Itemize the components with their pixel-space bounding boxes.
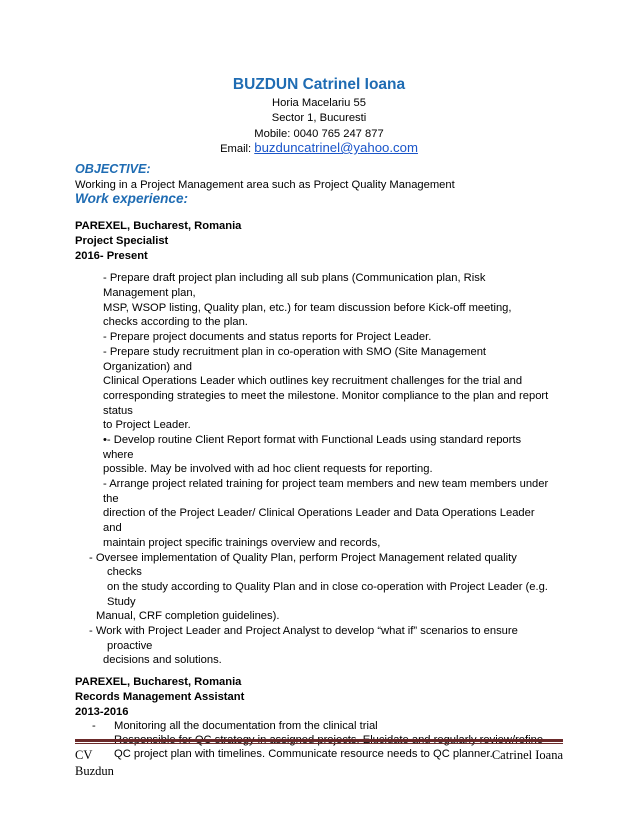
job1-line: decisions and solutions. — [103, 654, 222, 666]
job1-line: on the study according to Quality Plan and in close co-operation with Project Leader (e.g. — [107, 581, 548, 593]
candidate-name: BUZDUN Catrinel Ioana — [232, 76, 406, 93]
job1-line: •- Develop routine Client Report format with Functional Leads using standard reports — [103, 434, 522, 446]
job2-company: PAREXEL, Bucharest, Romania — [75, 676, 242, 688]
job2-item: QC project plan with timelines. Communicate resource needs to QC planner. — [114, 748, 493, 760]
job2-period: 2013-2016 — [75, 706, 129, 718]
job1-line: - Work with Project Leader and Project Analyst to develop “what if” scenarios to ensure — [89, 625, 518, 637]
objective-text: Working in a Project Management area such as Project Quality Management — [75, 179, 455, 191]
job1-line: checks according to the plan. — [103, 316, 248, 328]
job1-line: the — [103, 493, 119, 505]
job1-line: maintain project specific trainings overview and records, — [103, 537, 381, 549]
objective-heading: OBJECTIVE: — [75, 162, 151, 176]
job2-title: Records Management Assistant — [75, 691, 245, 703]
job1-period: 2016- Present — [75, 250, 148, 262]
email-line — [0, 141, 638, 156]
job1-line: status — [103, 405, 133, 417]
address-line-1: Horia Macelariu 55 — [272, 97, 366, 109]
email-link[interactable]: buzduncatrinel@yahoo.com — [254, 140, 418, 155]
email-label: Email: — [220, 143, 255, 155]
job2-bullet-dash: - — [92, 720, 96, 732]
job1-line: MSP, WSOP listing, Quality plan, etc.) for team discussion before Kick-off meeting, — [103, 302, 512, 314]
job1-line: direction of the Project Leader/ Clinical Operations Leader and Data Operations Leader — [103, 507, 535, 519]
mobile-line: Mobile: 0040 765 247 877 — [254, 128, 384, 140]
job1-line: possible. May be involved with ad hoc client requests for reporting. — [103, 463, 433, 475]
address-line-2: Sector 1, Bucuresti — [271, 112, 367, 124]
job1-line: - Prepare project documents and status reports for Project Leader. — [103, 331, 432, 343]
job1-line: to Project Leader. — [103, 419, 191, 431]
footer-left-cv: CV — [75, 748, 93, 762]
work-experience-heading: Work experience: — [75, 191, 189, 206]
job1-company: PAREXEL, Bucharest, Romania — [75, 220, 242, 232]
job1-line: - Prepare draft project plan including all sub plans (Communication plan, Risk — [103, 272, 486, 284]
job1-line: corresponding strategies to meet the milestone. Monitor compliance to the plan and report — [103, 390, 549, 402]
job1-line: where — [103, 449, 134, 461]
job1-line: proactive — [107, 640, 153, 652]
job1-line: Study — [107, 596, 136, 608]
job1-line: Manual, CRF completion guidelines). — [96, 610, 280, 622]
job1-line: - Oversee implementation of Quality Plan, perform Project Management related quality — [89, 552, 517, 564]
job1-title: Project Specialist — [75, 235, 169, 247]
job1-line: - Prepare study recruitment plan in co-operation with SMO (Site Management — [103, 346, 487, 358]
footer-left-surname: Buzdun — [75, 764, 114, 778]
job1-line: - Arrange project related training for project team members and new team members under — [103, 478, 549, 490]
job1-line: Management plan, — [103, 287, 196, 299]
footer-rule-thick — [75, 739, 563, 742]
job1-line: Organization) and — [103, 361, 192, 373]
job1-line: and — [103, 522, 122, 534]
job1-line: checks — [107, 566, 142, 578]
footer-right-name: Catrinel Ioana — [491, 748, 563, 762]
footer-rule-thin — [75, 743, 563, 744]
job2-item: Monitoring all the documentation from the clinical trial — [114, 720, 378, 732]
job1-line: Clinical Operations Leader which outlines key recruitment challenges for the trial and — [103, 375, 523, 387]
